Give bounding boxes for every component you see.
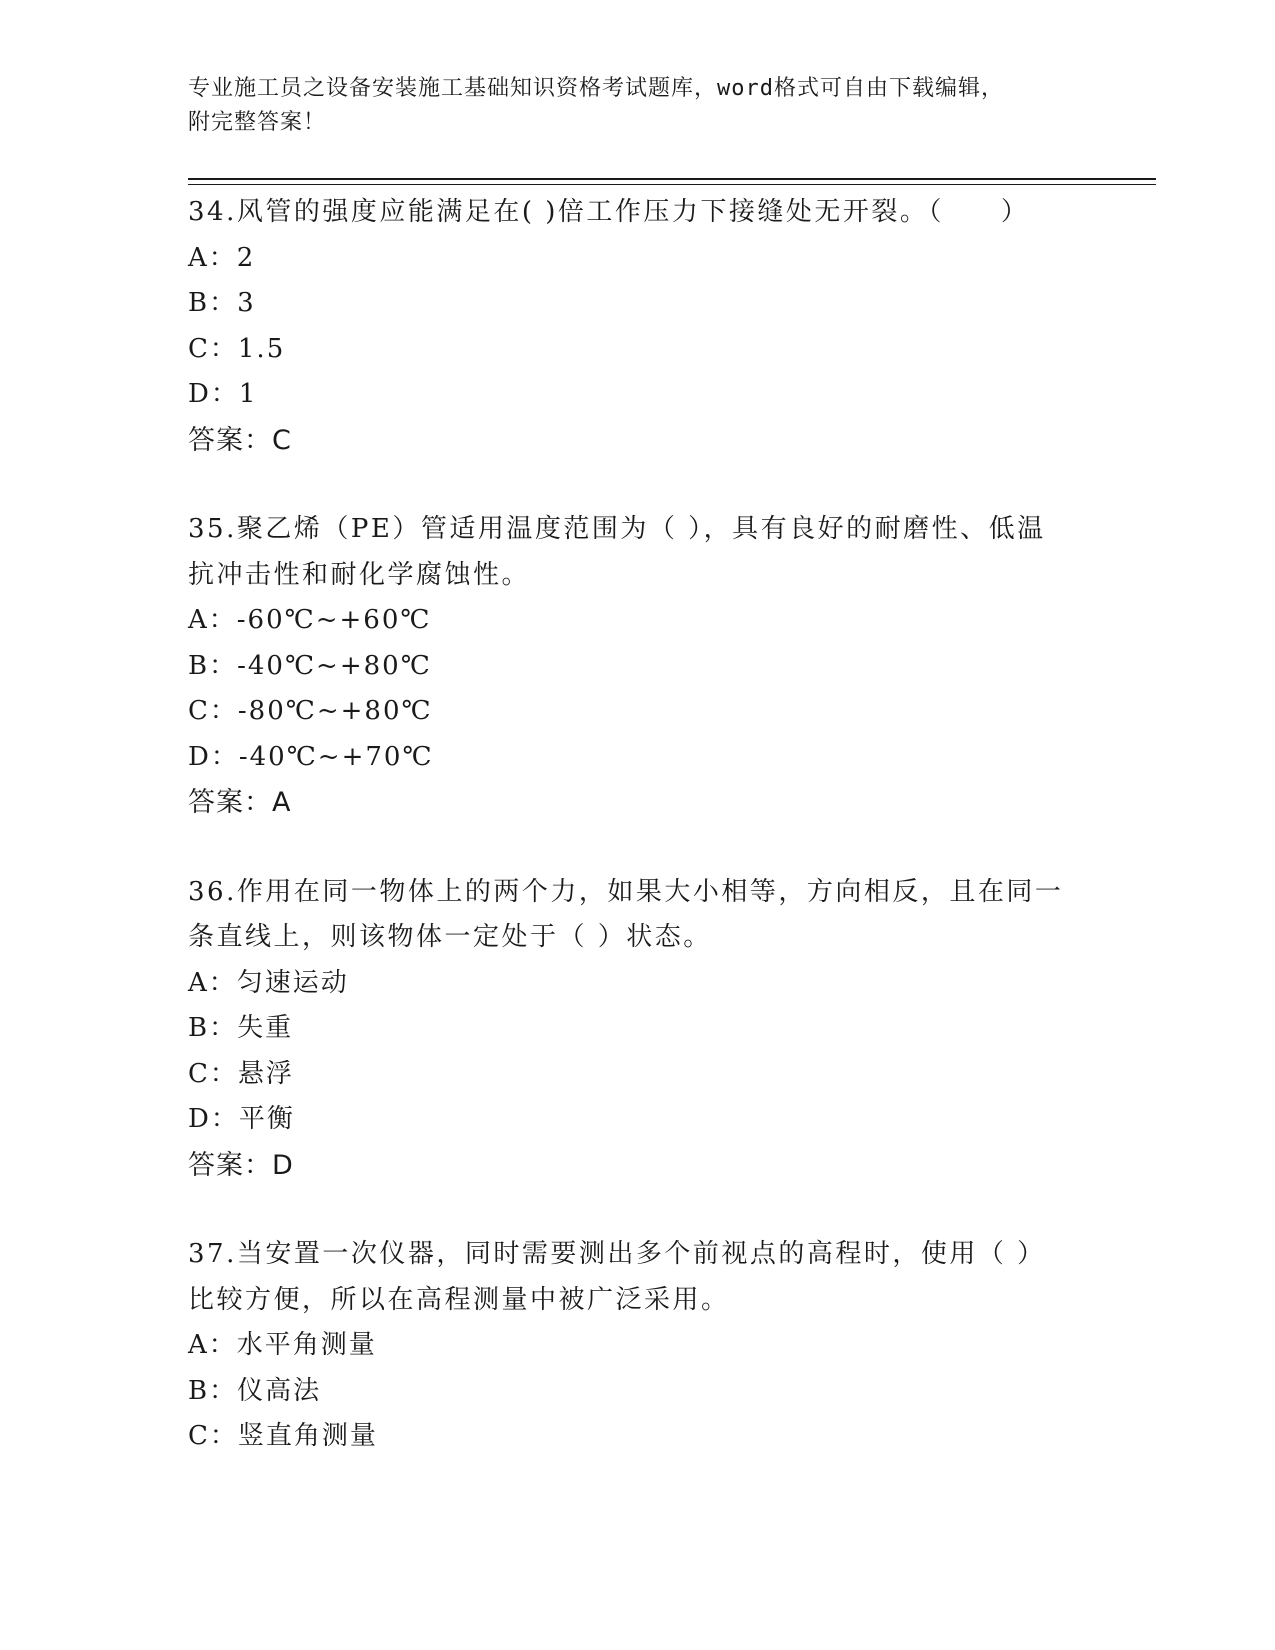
option-a: A：水平角测量	[188, 1330, 377, 1360]
question-34	[188, 190, 1088, 463]
question-stem: 36.作用在同一物体上的两个力，如果大小相等，方向相反，且在同一条直线上，则该物体一定处于（ ）状态。	[188, 876, 1064, 952]
option-c: C：1.5	[188, 333, 286, 364]
option-d: D：-40℃~+70℃	[188, 741, 434, 772]
option-a: A：2	[188, 242, 256, 273]
option-c: C：-80℃~+80℃	[188, 696, 433, 726]
question-37	[188, 1232, 1088, 1460]
header-rule-thin	[188, 184, 1156, 185]
option-c: C：悬浮	[188, 1058, 294, 1089]
header-line-2: 附完整答案！	[188, 110, 327, 135]
question-stem: 35.聚乙烯（PE）管适用温度范围为（ ），具有良好的耐磨性、低温抗冲击性和耐化学腐蚀性。	[188, 514, 1046, 590]
option-a: A：-60℃~+60℃	[188, 605, 432, 635]
option-d: D：1	[188, 379, 258, 409]
answer: 答案：D	[188, 1149, 294, 1181]
question-36	[188, 870, 1088, 1189]
option-b: B：失重	[188, 1013, 294, 1043]
option-d: D：平衡	[188, 1104, 295, 1134]
document-header	[188, 72, 1068, 140]
question-stem: 37.当安置一次仪器，同时需要测出多个前视点的高程时，使用（ ）比较方便，所以在高程测量中被广泛采用。	[188, 1239, 1046, 1315]
option-b: B：仪高法	[188, 1375, 322, 1406]
option-b: B：3	[188, 288, 256, 318]
answer: 答案：A	[188, 787, 292, 818]
option-c: C：竖直角测量	[188, 1421, 378, 1451]
question-stem: 34.风管的强度应能满足在( )倍工作压力下接缝处无开裂。（ ）	[188, 197, 1030, 227]
header-rule-thick	[188, 178, 1156, 180]
option-a: A：匀速运动	[188, 967, 349, 998]
question-list	[188, 190, 1088, 1504]
option-b: B：-40℃~+80℃	[188, 650, 432, 681]
question-35	[188, 507, 1088, 826]
header-line-1: 专业施工员之设备安装施工基础知识资格考试题库，word格式可自由下载编辑，	[188, 76, 1004, 101]
answer: 答案：C	[188, 424, 292, 456]
